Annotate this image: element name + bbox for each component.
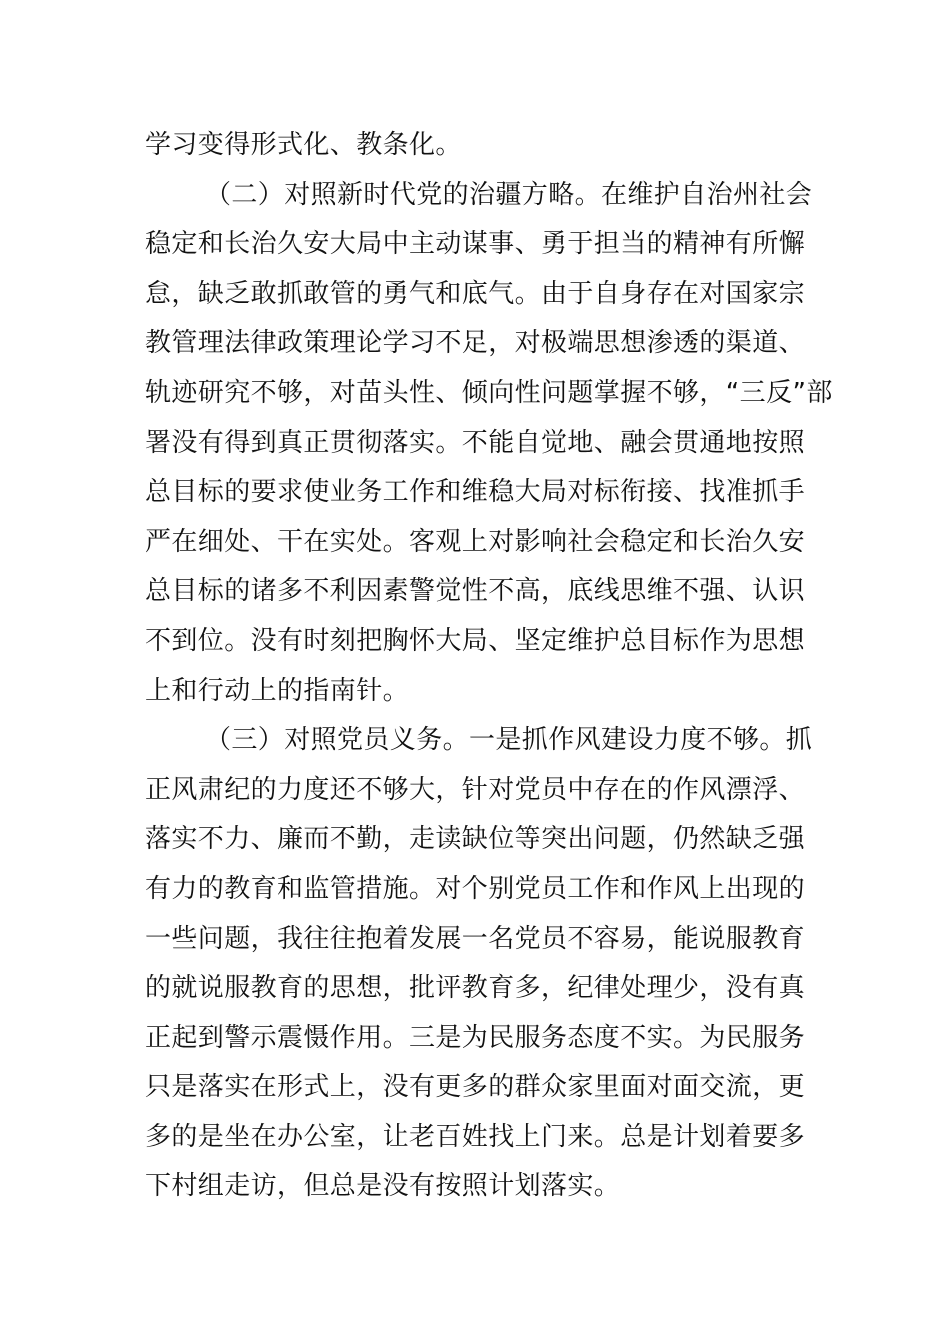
text-line: 不到位。没有时刻把胸怀大局、坚定维护总目标作为思想 [145, 625, 806, 656]
text-line: 学习变得形式化、教条化。 [145, 130, 462, 160]
paragraph-heading-line: （二）对照新时代党的治疆方略。在维护自治州社会 [205, 179, 813, 210]
text-line: 多的是坐在办公室，让老百姓找上门来。总是计划着要多 [145, 1121, 806, 1152]
text-line: 的就说服教育的思想，批评教育多，纪律处理少，没有真 [145, 973, 806, 1004]
text-line: 下村组走访，但总是没有按照计划落实。 [145, 1171, 621, 1202]
text-line: 轨迹研究不够，对苗头性、倾向性问题掌握不够，“三反”部 [145, 377, 833, 408]
text-line: 上和行动上的指南针。 [145, 675, 410, 706]
text-line: 有力的教育和监管措施。对个别党员工作和作风上出现的 [145, 873, 806, 904]
text-line: 一些问题，我往往抱着发展一名党员不容易，能说服教育 [145, 923, 806, 954]
text-line: 总目标的要求使业务工作和维稳大局对标衔接、找准抓手 [145, 477, 806, 508]
text-line: 只是落实在形式上，没有更多的群众家里面对面交流，更 [145, 1072, 806, 1103]
paragraph-heading-line: （三）对照党员义务。一是抓作风建设力度不够。抓 [205, 725, 813, 756]
text-line: 正风肃纪的力度还不够大，针对党员中存在的作风漂浮、 [145, 774, 806, 805]
body-text [145, 121, 833, 1212]
text-line: 稳定和长治久安大局中主动谋事、勇于担当的精神有所懈 [145, 229, 806, 260]
text-line: 落实不力、廉而不勤，走读缺位等突出问题，仍然缺乏强 [145, 824, 806, 855]
text-line: 署没有得到真正贯彻落实。不能自觉地、融会贯通地按照 [145, 427, 806, 458]
text-line: 正起到警示震慑作用。三是为民服务态度不实。为民服务 [145, 1022, 806, 1053]
text-line: 总目标的诸多不利因素警觉性不高，底线思维不强、认识 [145, 576, 806, 607]
text-line: 教管理法律政策理论学习不足，对极端思想渗透的渠道、 [145, 328, 806, 359]
text-line: 严在细处、干在实处。客观上对影响社会稳定和长治久安 [145, 526, 806, 557]
text-line: 怠，缺乏敢抓敢管的勇气和底气。由于自身存在对国家宗 [145, 278, 806, 309]
